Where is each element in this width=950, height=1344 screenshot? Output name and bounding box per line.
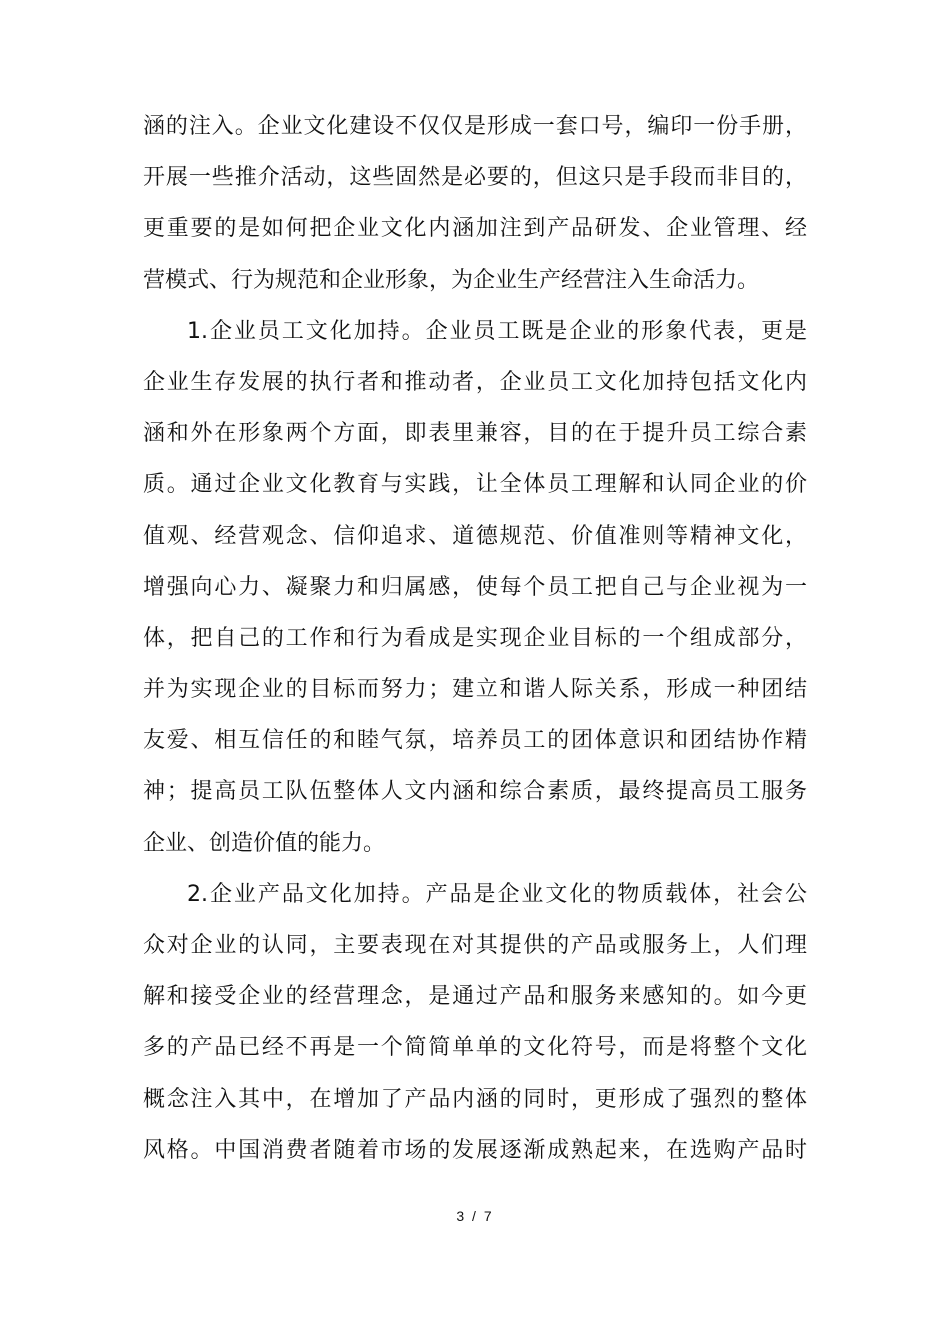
text-line: 并为实现企业的目标而努力；建立和谐人际关系，形成一种团结 [143,677,807,703]
text-line: 值观、经营观念、信仰追求、道德规范、价值准则等精神文化， [143,523,807,549]
text-line: 神；提高员工队伍整体人文内涵和综合素质，最终提高员工服务 [143,779,807,805]
text-line: 企业、创造价值的能力。 [143,830,386,856]
text-line: 涵的注入。企业文化建设不仅仅是形成一套口号，编印一份手册， [143,114,807,139]
text-line: 开展一些推介活动，这些固然是必要的，但这只是手段而非目的， [143,165,807,191]
text-line: 涵和外在形象两个方面，即表里兼容，目的在于提升员工综合素 [143,421,807,447]
text-line: 多的产品已经不再是一个简简单单的文化符号，而是将整个文化 [143,1035,807,1061]
text-line: 企业生存发展的执行者和推动者，企业员工文化加持包括文化内 [143,369,807,395]
text-line: 风格。中国消费者随着市场的发展逐渐成熟起来，在选购产品时 [143,1137,807,1163]
text-line: 增强向心力、凝聚力和归属感，使每个员工把自己与企业视为一 [143,574,807,600]
text-line: 质。通过企业文化教育与实践，让全体员工理解和认同企业的价 [143,472,807,498]
paragraph [143,869,807,1176]
text-line: 概念注入其中，在增加了产品内涵的同时，更形成了强烈的整体 [143,1086,807,1112]
text-line: 友爱、相互信任的和睦气氛，培养员工的团体意识和团结协作精 [143,728,807,754]
paragraph [143,306,807,869]
page-number: 3 / 7 [456,1208,494,1224]
text-line: 2.企业产品文化加持。产品是企业文化的物质载体，社会公 [187,881,807,907]
text-line: 更重要的是如何把企业文化内涵加注到产品研发、企业管理、经 [143,216,807,242]
paragraph [143,101,807,306]
text-line: 众对企业的认同，主要表现在对其提供的产品或服务上，人们理 [143,933,807,958]
document-body [143,101,807,1176]
text-line: 营模式、行为规范和企业形象，为企业生产经营注入生命活力。 [143,267,760,293]
text-line: 体，把自己的工作和行为看成是实现企业目标的一个组成部分， [143,625,807,651]
text-line: 解和接受企业的经营理念，是通过产品和服务来感知的。如今更 [143,984,807,1010]
text-line: 1.企业员工文化加持。企业员工既是企业的形象代表，更是 [187,318,807,344]
